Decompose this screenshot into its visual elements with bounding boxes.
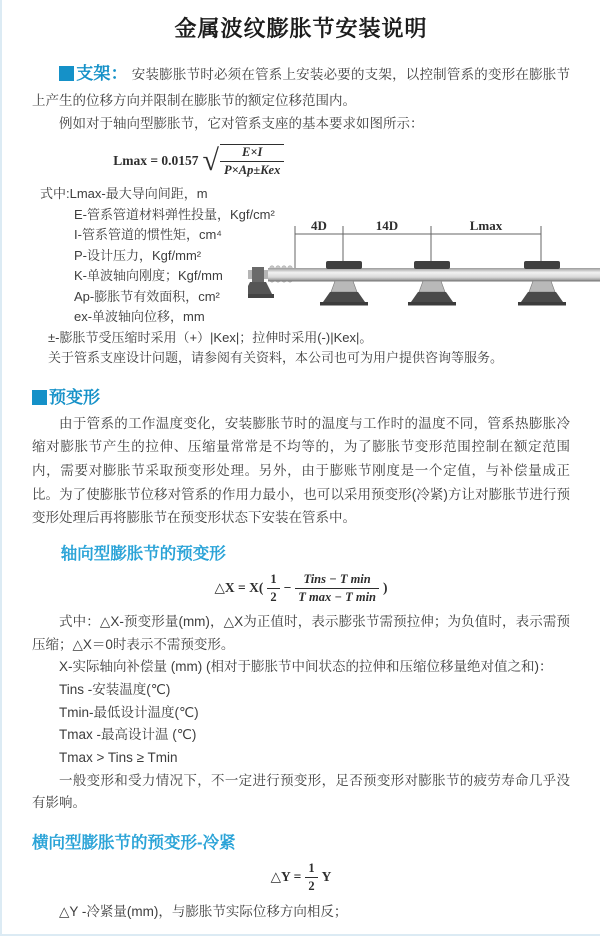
lmax-formula-fraction	[220, 144, 284, 178]
axial-subsection-heading: 轴向型膨胀节的预变形	[60, 544, 226, 563]
lateral-subsection-heading: 横向型膨胀节的预变形-冷紧	[32, 833, 236, 852]
lmax-formula-numerator: E×I	[220, 145, 284, 162]
note-line: Tmax -最高设计温 (℃)	[59, 727, 197, 743]
dim-label-4d: 4D	[311, 218, 327, 233]
support-section-heading: 支架：	[76, 64, 128, 83]
temperature-denominator: T max − T min	[298, 589, 376, 604]
temperature-fraction	[295, 572, 379, 605]
definition-line: K-单波轴向刚度；Kgf/mm	[74, 268, 223, 284]
predeform-section-heading-row	[32, 383, 570, 408]
pipe-support-diagram	[248, 218, 600, 314]
support-intro-paragraph	[32, 59, 570, 112]
dim-label-lmax: Lmax	[469, 218, 503, 233]
definition-line: P-设计压力，Kgf/mm²	[74, 247, 202, 263]
note-line: Tmax > Tins ≥ Tmin	[59, 749, 178, 765]
half-denominator: 2	[270, 589, 277, 604]
lateral-formula	[32, 861, 570, 894]
minus-sign: −	[283, 580, 292, 596]
half-numerator: 1	[305, 861, 317, 878]
note-line: X-实际轴向补偿量 (mm) (相对于膨胀节中间状态的拉伸和压缩位移量绝对值之和)：	[59, 659, 553, 675]
note-line: 一般变形和受力情况下，不一定进行预变形，足否预变形对膨胀节的疲劳寿命几乎没有影响。	[32, 772, 570, 811]
temperature-numerator: Tins − T min	[295, 572, 379, 589]
definition-line: I-管系管道的惯性矩，cm⁴	[74, 227, 222, 243]
blue-square-icon	[32, 390, 47, 405]
page-title: 金属波纹膨胀节安装说明	[174, 16, 428, 41]
support-example-text: 例如对于轴向型膨胀节，它对管系支座的基本要求如图所示：	[59, 116, 424, 132]
definition-line: ex-单波轴向位移，mm	[74, 309, 205, 325]
note-line: Tmin-最低设计温度(℃)	[59, 704, 199, 720]
radical-sign: √	[202, 144, 219, 178]
document-page	[2, 0, 600, 934]
axial-notes	[32, 611, 570, 815]
note-line: Tins -安装温度(℃)	[59, 681, 171, 697]
axial-formula	[32, 572, 570, 605]
support-intro-text: 安装膨胀节时必须在管系上安装必要的支架，以控制管系的变形在膨胀节上产生的位移方向并限制在膨胀节的额定位移范围内。	[32, 67, 570, 108]
axial-subsection-heading-row	[32, 540, 570, 564]
axial-formula-suffix: )	[383, 580, 388, 596]
definition-line: E-管系管道材料弹性投量，Kgf/cm²	[74, 206, 275, 222]
definition-line: Ap-膨胀节有效面积，cm²	[74, 288, 220, 304]
axial-formula-prefix: △X = X(	[214, 580, 264, 596]
blue-square-icon	[59, 66, 74, 81]
lateral-formula-suffix: Y	[321, 869, 332, 885]
definition-line: 式中:Lmax-最大导向间距，m	[40, 186, 208, 201]
half-numerator: 1	[267, 572, 279, 589]
one-half-fraction	[267, 572, 279, 605]
half-denominator: 2	[308, 878, 315, 893]
pipe-saddle-supports	[320, 261, 566, 306]
predeform-section-heading: 预变形	[49, 387, 100, 407]
lmax-formula	[32, 144, 366, 178]
lateral-formula-prefix: △Y =	[270, 869, 302, 885]
definition-line: 关于管系支座设计问题，请参阅有关资料，本公司也可为用户提供咨询等服务。	[48, 350, 504, 366]
note-line: 式中：△X-预变形量(mm)，△X为正值时，表示膨张节需预拉伸；为负值时，表示需预压缩；△X＝0时表示不需预变形。	[32, 613, 570, 652]
lmax-formula-denominator: P×Ap±Kex	[224, 163, 281, 177]
definitions-and-diagram	[32, 184, 570, 369]
definition-line: ±-膨胀节受压缩时采用（+）|Kex|；拉伸时采用(-)|Kex|。	[48, 329, 373, 345]
lateral-subsection-heading-row	[32, 829, 570, 853]
lateral-note-text: △Y -冷紧量(mm)，与膨胀节实际位移方向相反；	[59, 903, 348, 919]
dim-label-14d: 14D	[375, 218, 399, 233]
predeform-body-text: 由于管系的工作温度变化，安装膨胀节时的温度与工作时的温度不同，管系热膨胀冷缩对膨胀节产生的拉伸、压缩量常常是不均等的，为了膨胀节变形范围控制在额定范围内，需要对膨胀节采取预变形处理。另外，由于膨账节刚度是一个定值，与补偿量成正比。为了使膨胀节位移对管系的作用力最小，也可以采用预变形(冷紧)方让对膨胀节进行预变形处理后再将膨胀节在预变形状态下安装在管系中。	[32, 415, 570, 526]
pipe	[268, 268, 600, 281]
lmax-formula-lhs: Lmax = 0.0157	[113, 153, 199, 168]
one-half-fraction	[305, 861, 317, 894]
